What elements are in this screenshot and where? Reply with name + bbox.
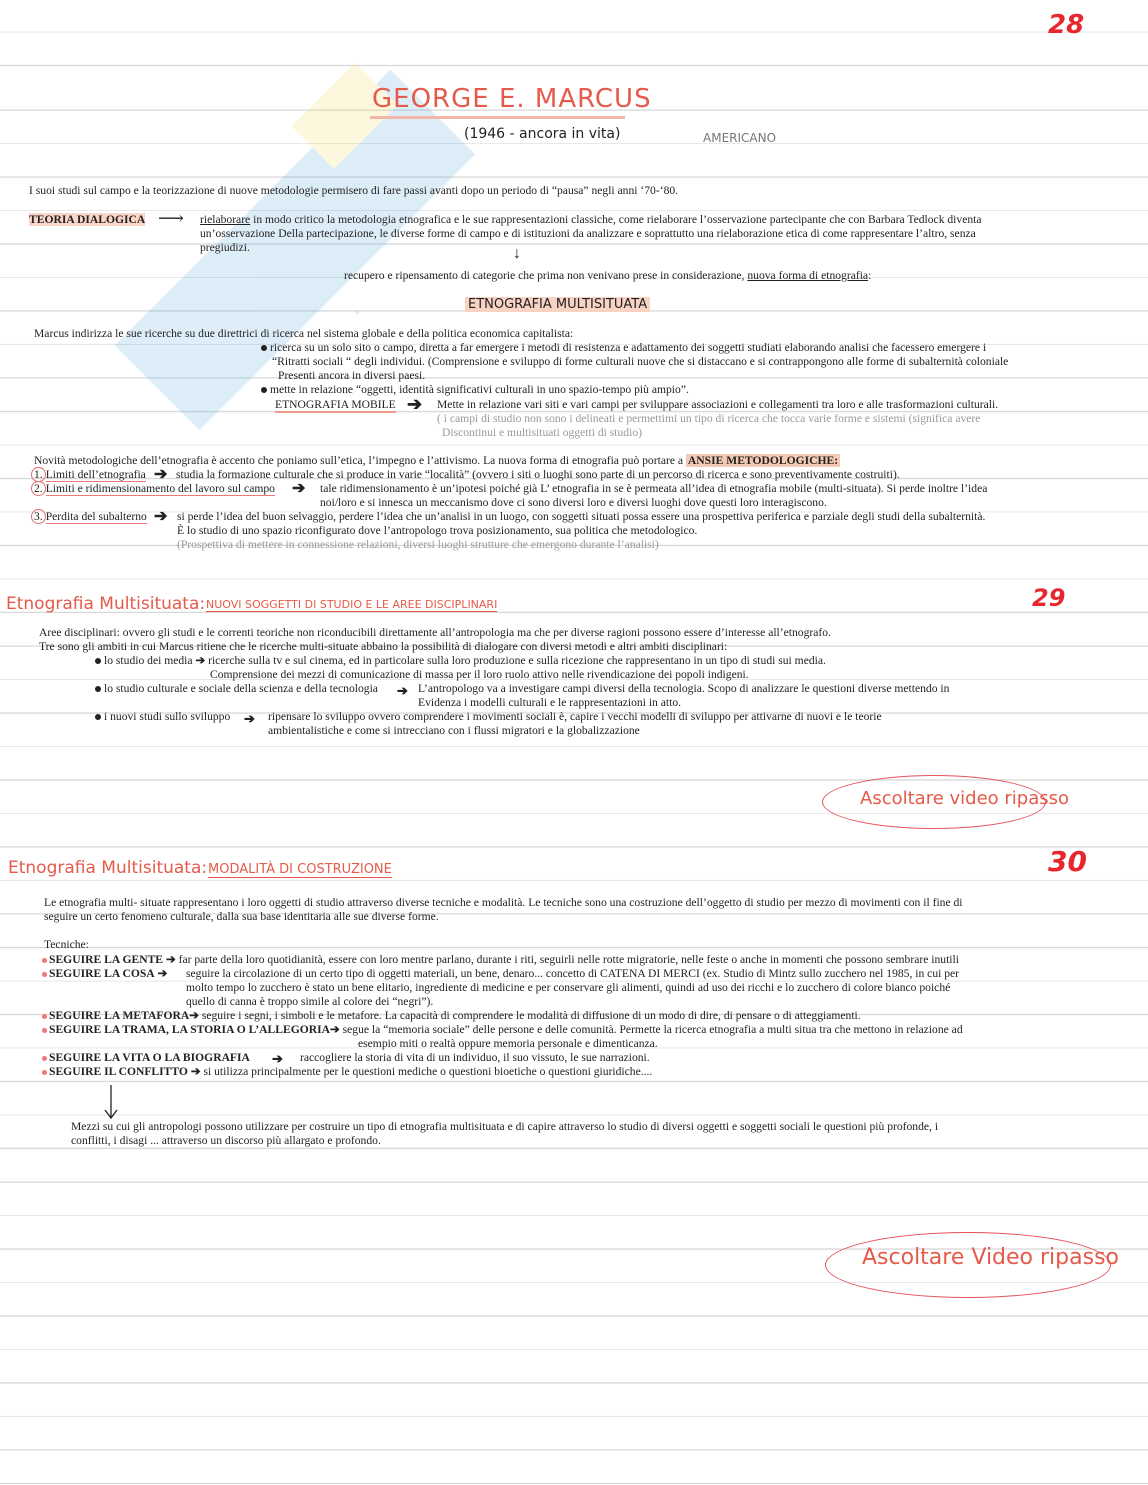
ambito-item-2-text-1: L’antropologo va a investigare campi diversi della tecnologia. Scopo di analizzare le questioni diverse mettendo in: [418, 682, 950, 695]
tecnica-item-6: SEGUIRE IL CONFLITTO ➔ si utilizza principalmente per le questioni mediche o questioni bioetiche o questioni giuridiche....: [42, 1065, 652, 1079]
tecnica-item-2-text: seguire la circolazione di un certo tipo di oggetti materiali, un bene, denaro... concetto di CATENA DI MERCI (ex. Studio di Mintz sullo zucchero nel 1985, in cui per: [186, 967, 960, 980]
ripasso-note-30: Ascoltare Video ripasso: [862, 1245, 1119, 1270]
bullet-icon: [42, 1056, 47, 1061]
direttrice-1-line-3: Presenti ancora in diversi paesi.: [278, 369, 426, 382]
tecnica-item-3: SEGUIRE LA METAFORA➔ seguire i segni, i simboli e le metafore. La capacità di comprendere le modalità di diffusione di un modo di dire, di pensare o di atteggiamenti.: [42, 1009, 861, 1023]
ansia-item-2-text: tale ridimensionamento è un’ipotesi poiché già L’ etnografia in se è permeata all’idea di etnografia mobile (multi-situata). Si perde inoltre l’idea: [320, 482, 988, 495]
teoria-dialogica-label: TEORIA DIALOGICA: [29, 213, 146, 226]
down-arrow-icon: ↓: [513, 245, 521, 262]
novita-text: Novità metodologiche dell’etnografia è accento che poniamo sull’etica, l’impegno e l’attivismo. La nuova forma di etnografia può portare a ANSIE METODOLOGICHE:: [34, 454, 839, 467]
ansia-item-1-text: studia la formazione culturale che si produce in varie “località” (ovvero i siti o luoghi sono parte di un percorso di ricerca e sono preventivamente costruiti).: [176, 468, 900, 481]
tecnica-item-2-text-2: molto tempo lo zucchero è stato un bene elitario, ingrediente di medicine e per conservare gli alimenti, quindi ad uso dei ricchi e lo zucchero di colore bianco poiché: [186, 981, 951, 994]
right-arrow-icon: ➔: [407, 394, 423, 414]
teoria-line-3: pregiudizi.: [200, 241, 250, 254]
etnografia-mobile-label: ETNOGRAFIA MOBILE: [275, 398, 396, 411]
svg-text:.: .: [334, 289, 368, 323]
tecnica-item-1: SEGUIRE LA GENTE ➔ far parte della loro quotidianità, essere con loro mentre parlano, durante i riti, seguirli nelle rotte migratorie, nelle feste o anche in momenti che possono sembrare inutili: [42, 953, 959, 967]
teoria-line-1: rielaborare in modo critico la metodologia etnografica e le sue rappresentazioni classiche, come rielaborare l’osservazione partecipante che con Barbara Tedlock diventa: [200, 213, 982, 226]
ripasso-note-29: Ascoltare video ripasso: [860, 788, 1070, 809]
section-29-heading-right: NUOVI SOGGETTI DI STUDIO E LE AREE DISCIPLINARI: [206, 598, 498, 611]
author-dates: (1946 - ancora in vita): [464, 126, 621, 142]
right-arrow-icon: ➔: [154, 508, 168, 525]
direttrice-2-line-1: mette in relazione “oggetti, identità significativi culturali in uno spazio-tempo più ampio”.: [261, 383, 689, 397]
ansia-item-1-label: 1. Limiti dell’etnografia: [31, 468, 146, 482]
recupero-text: recupero e ripensamento di categorie che prima non venivano prese in considerazione, nuova forma di etnografia:: [344, 269, 872, 282]
section-29-heading-left: Etnografia Multisituata:: [6, 594, 206, 614]
bullet-icon: [42, 972, 47, 977]
mezzi-text-2: conflitti, i disagi ... attraverso un discorso più allargato e profondo.: [71, 1134, 381, 1147]
teoria-line-2: un’osservazione Della partecipazione, le diverse forme di campo e di istituzioni da analizzare e soprattutto una rielaborazione etica di come rappresentare l’altro, senza: [200, 227, 976, 240]
ansia-item-3-label: 3. Perdita del subalterno: [31, 510, 147, 524]
arrow-icon: ⟶: [158, 208, 184, 228]
bullet-icon: [95, 686, 101, 692]
ansia-item-3-text: si perde l’idea del buon selvaggio, perdere l’idea che un’analisi in un luogo, con soggetti situati possa essere una prospettiva periferica e parziale degli studi della subalternità.: [177, 510, 986, 523]
mobile-note-2: Discontinui e multisituati oggetti di studio): [442, 426, 642, 439]
ambito-item-1: lo studio dei media ➔ ricerche sulla tv e sul cinema, ed in particolare sulla loro produzione e sulla ricezione che rappresentano in un tipo di studi sui media.: [95, 654, 826, 668]
direttrice-1-line-1: ricerca su un solo sito o campo, diretta a far emergere i metodi di resistenza e adattamento dei soggetti studiati elaborando analisi che facessero emergere i: [261, 341, 986, 355]
tecniche-label: Tecniche:: [44, 938, 89, 951]
bullet-icon: [42, 1070, 47, 1075]
bullet-icon: [95, 658, 101, 664]
right-arrow-icon: ➔: [154, 466, 168, 483]
tecnica-item-4-text-2: esempio miti o realtà oppure memoria personale e dimenticanza.: [358, 1037, 658, 1050]
tre-ambiti-text: Tre sono gli ambiti in cui Marcus ritiene che le ricerche multi-situate abbaino la possibilità di dialogare con diversi metodi e altri ambiti disciplinari:: [39, 640, 728, 653]
page-number-28: 28: [1048, 10, 1085, 40]
tecniche-intro-2: seguire un certo fenomeno culturale, dalla sua base identitaria alle sue diverse forme.: [44, 910, 439, 923]
section-30-heading-left: Etnografia Multisituata:: [8, 858, 208, 878]
mezzi-text-1: Mezzi su cui gli antropologi possono utilizzare per costruire un tipo di etnografia multisituata e di capire attraverso lo studio di diversi oggetti e soggetti sociali le questioni più profonde, i: [71, 1120, 939, 1133]
tecnica-item-5-text: raccogliere la storia di vita di un individuo, il suo vissuto, le sue narrazioni.: [300, 1051, 650, 1064]
page-title: GEORGE E. MARCUS: [372, 84, 652, 114]
tecnica-item-2: SEGUIRE LA COSA ➔: [42, 967, 167, 981]
page-number-30: 30: [1048, 845, 1087, 878]
ambito-item-2-text-2: Evidenza i modelli culturali e le rappresentazioni in atto.: [418, 696, 682, 709]
aree-text: Aree disciplinari: ovvero gli studi e le correnti teoriche non riconducibili direttamente all’antropologia ma che per diverse ragioni possono essere d’interesse all’etnografo.: [39, 626, 831, 639]
tecnica-item-2-text-3: quello di canna è troppo simile al colore dei “negri”).: [186, 995, 434, 1008]
title-underline: [370, 116, 625, 119]
page-number-29: 29: [1032, 584, 1066, 612]
ambito-item-3-text-2: ambientalistiche e come si intrecciano con i flussi migratori e la globalizzazione: [268, 724, 640, 737]
bullet-icon: [261, 345, 267, 351]
direttrice-1-line-2: “Ritratti sociali “ degli individui. (Comprensione e sviluppo di forme culturali nuove che si distaccano e si contrappongono alle forme di subalternità coloniale: [272, 355, 1009, 368]
section-30-heading-right: MODALITÀ DI COSTRUZIONE: [208, 862, 392, 877]
author-nationality: AMERICANO: [703, 131, 777, 145]
ambito-item-2: lo studio culturale e sociale della scienza e della tecnologia: [95, 682, 378, 696]
etnografia-multisituata-heading: ETNOGRAFIA MULTISITUATA: [465, 297, 650, 312]
bullet-icon: [42, 1014, 47, 1019]
intro-text: I suoi studi sul campo e la teorizzazione di nuove metodologie permisero di fare passi avanti dopo un periodo di “pausa” negli anni ‘70-‘80.: [29, 184, 679, 197]
marcus-line: Marcus indirizza le sue ricerche su due direttrici di ricerca nel sistema globale e della politica economica capitalista:: [34, 327, 574, 340]
ansia-item-3-text-2: È lo studio di uno spazio riconfigurato dove l’antropologo trova posizionamento, sua politica che metodologico.: [177, 524, 698, 537]
bullet-icon: [261, 387, 267, 393]
mobile-note-1: ( i campi di studio non sono i delineati e permettimi un tipo di ricerca che tocca varie forme e sistemi (significa avere: [437, 412, 981, 425]
bullet-icon: [42, 1028, 47, 1033]
right-arrow-icon: ➔: [292, 480, 306, 497]
ansia-item-2-text-2: noi/loro e si innesca un meccanismo dove ci sono diversi loro e diversi luoghi dove questi loro interagiscono.: [320, 496, 827, 509]
right-arrow-icon: ➔: [244, 711, 255, 726]
right-arrow-icon: ➔: [272, 1051, 283, 1066]
tecniche-intro-1: Le etnografia multi- situate rappresentano i loro oggetti di studio attraverso diverse tecniche e modalità. Le tecniche sono una costruzione dell’oggetto di studio per mezzo di movimenti con il fine di: [44, 896, 963, 909]
ansia-item-2-label: 2. Limiti e ridimensionamento del lavoro sul campo: [31, 482, 275, 496]
tecnica-item-4: SEGUIRE LA TRAMA, LA STORIA O L’ALLEGORIA➔ segue la “memoria sociale” delle persone e delle comunità. Permette la ricerca etnografia a multi situa tra che mettono in relazione ad: [42, 1023, 963, 1037]
bullet-icon: [95, 714, 101, 720]
ambito-item-3: i nuovi studi sullo sviluppo: [95, 710, 230, 724]
ambito-item-1-text-2: Comprensione dei mezzi di comunicazione di massa per il loro ruolo attivo nelle rivendicazione dei popoli indigeni.: [210, 668, 749, 681]
bullet-icon: [42, 958, 47, 963]
ambito-item-3-text-1: ripensare lo sviluppo ovvero comprendere i movimenti sociali è, capire i vecchi modelli di sviluppo per attivarne di nuovi e le teorie: [268, 710, 882, 723]
right-arrow-icon: ➔: [397, 683, 408, 698]
tecnica-item-5: SEGUIRE LA VITA O LA BIOGRAFIA: [42, 1051, 250, 1065]
down-arrow-icon: [102, 1083, 120, 1121]
ansia-item-3-note: (Prospettiva di mettere in connessione relazioni, diversi luoghi strutture che emergono durante l’analisi): [177, 538, 659, 551]
etnografia-mobile-text: Mette in relazione vari siti e vari campi per sviluppare associazioni e collegamenti tra loro e alle trasformazioni culturali.: [437, 398, 999, 411]
